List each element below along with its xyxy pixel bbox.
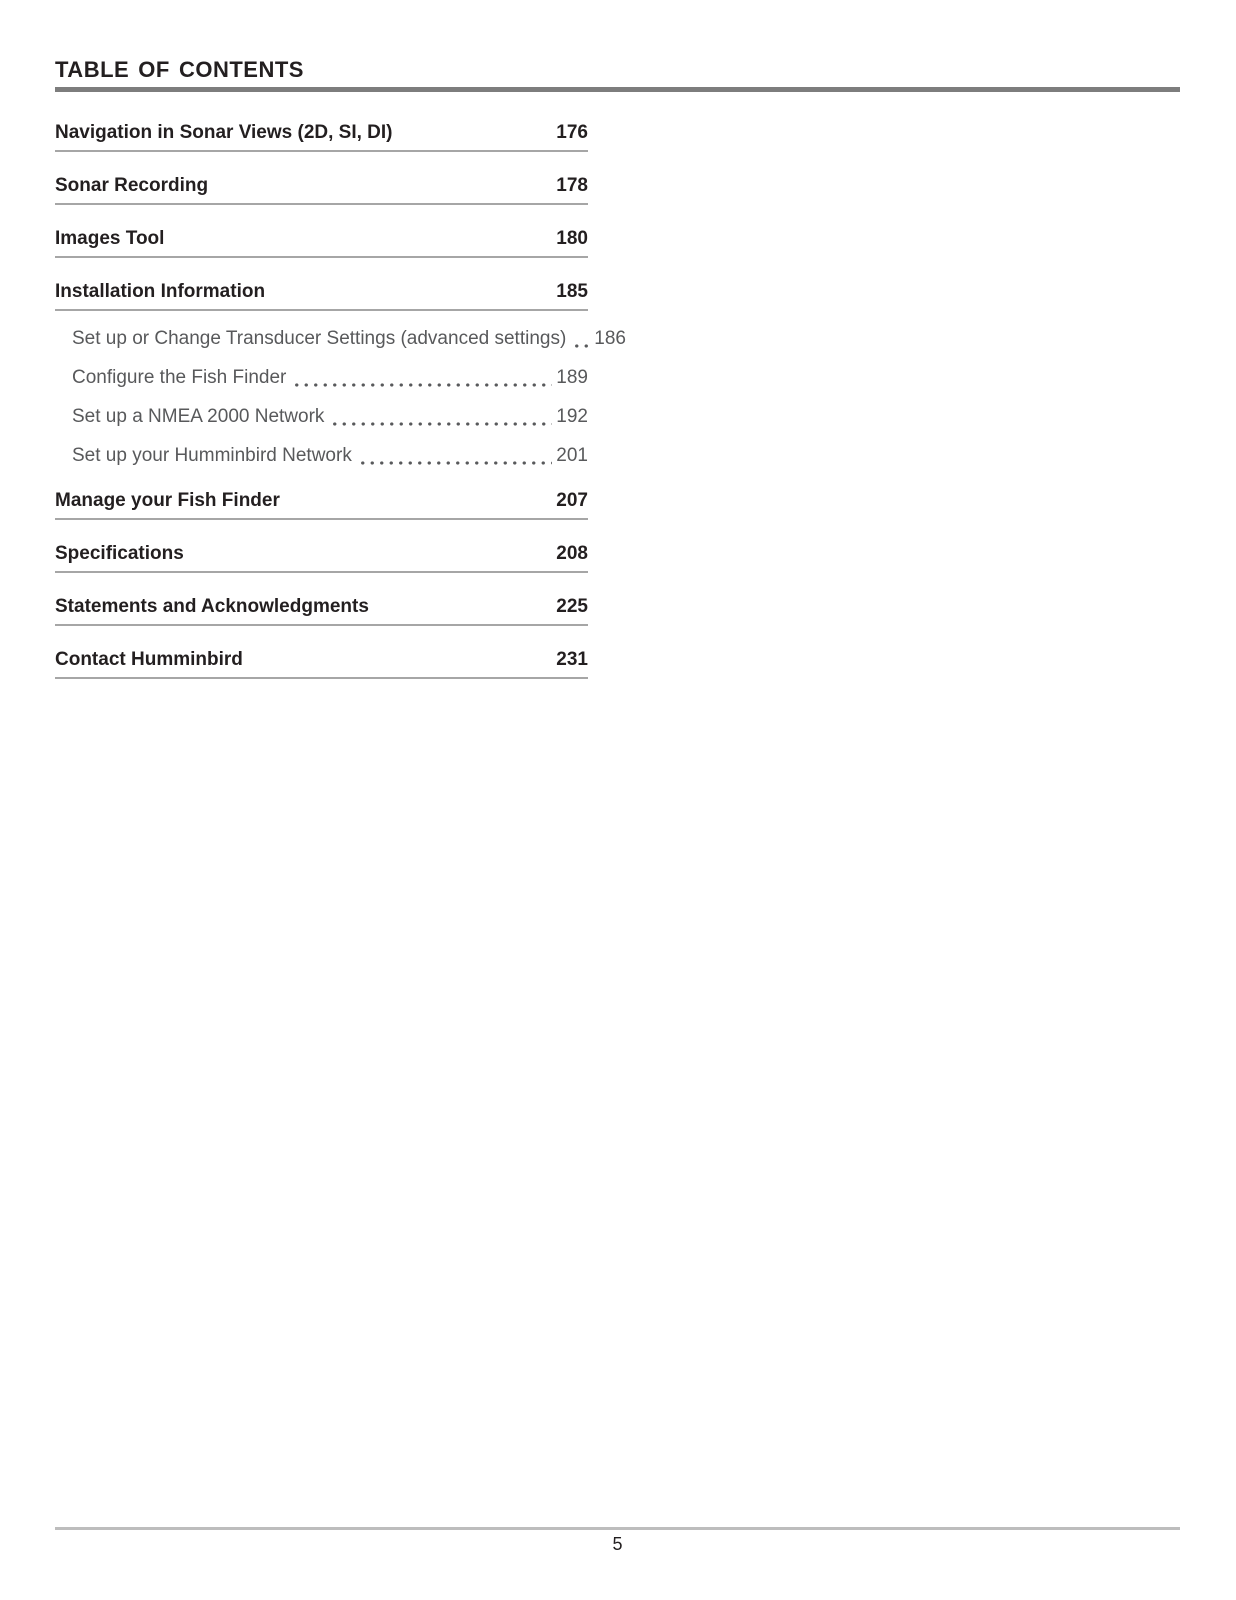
toc-entry-page-number: 176 [556, 122, 588, 143]
toc-entry-label: Set up your Humminbird Network [72, 445, 352, 466]
toc-entry-page-number: 185 [556, 281, 588, 302]
toc-subentry-humminbird-network [72, 445, 588, 467]
toc-entry-label: Set up a NMEA 2000 Network [72, 406, 325, 427]
title-rule [55, 87, 1180, 92]
toc-entry-page-number: 207 [556, 490, 588, 511]
toc-entry-sonar-recording [55, 175, 588, 205]
toc-entry-label: Images Tool [55, 228, 165, 249]
dot-leader [292, 371, 552, 389]
toc-entry-label: Statements and Acknowledgments [55, 596, 369, 617]
toc-entry-specifications [55, 543, 588, 573]
toc-entry-navigation-in-sonar-views [55, 122, 588, 152]
toc-entry-page-number: 189 [556, 367, 588, 388]
toc-entry-label: Configure the Fish Finder [72, 367, 287, 388]
toc-entry-statements-and-acknowledgments [55, 596, 588, 626]
toc-entry-label: Installation Information [55, 281, 266, 302]
toc-subentry-transducer-settings [72, 328, 626, 350]
toc-subentry-nmea-2000-network [72, 406, 588, 428]
toc-entry-page-number: 231 [556, 649, 588, 670]
toc-entry-page-number: 180 [556, 228, 588, 249]
footer-rule [55, 1527, 1180, 1530]
dot-leader [572, 332, 590, 350]
toc-entry-page-number: 192 [556, 406, 588, 427]
toc-entry-page-number: 178 [556, 175, 588, 196]
footer-page-number: 5 [612, 1534, 623, 1554]
toc-entry-label: Set up or Change Transducer Settings (advanced settings) [72, 328, 567, 349]
toc-entry-contact-humminbird [55, 649, 588, 679]
toc-entry-page-number: 208 [556, 543, 588, 564]
table-of-contents [55, 122, 626, 679]
dot-leader [358, 449, 552, 467]
toc-entry-label: Contact Humminbird [55, 649, 243, 670]
toc-subentry-configure-fish-finder [72, 367, 588, 389]
toc-entry-label: Specifications [55, 543, 184, 564]
toc-subentry-list [72, 328, 626, 467]
toc-entry-images-tool [55, 228, 588, 258]
page-content [55, 50, 1180, 679]
toc-entry-page-number: 186 [594, 328, 626, 349]
toc-entry-installation-information [55, 281, 588, 311]
toc-entry-page-number: 201 [556, 445, 588, 466]
toc-entry-page-number: 225 [556, 596, 588, 617]
toc-entry-label: Manage your Fish Finder [55, 490, 280, 511]
toc-entry-label: Sonar Recording [55, 175, 209, 196]
toc-entry-manage-your-fish-finder [55, 490, 588, 520]
toc-entry-label: Navigation in Sonar Views (2D, SI, DI) [55, 122, 393, 143]
page-title: table of contents [55, 49, 304, 84]
dot-leader [330, 410, 552, 428]
